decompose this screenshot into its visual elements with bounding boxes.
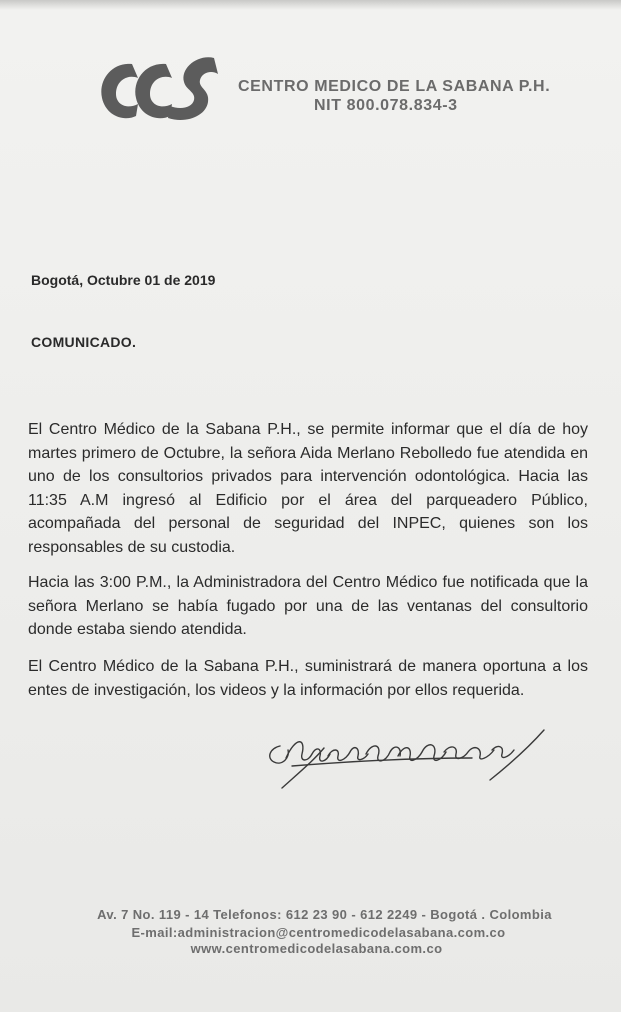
page-top-shadow [0,0,621,10]
handwritten-signature [262,718,552,798]
cms-logo [96,52,222,126]
letter-paragraph-2: Hacia las 3:00 P.M., la Administradora del Centro Médico fue notificada que la señora Merlano se había fugado por una de las ventanas del consultorio donde estaba siendo atendida. [28,574,588,638]
footer-email: E-mail:administracion@centromedicodelasabana.com.co [131,925,506,940]
footer-website: www.centromedicodelasabana.com.co [190,941,443,956]
footer-address: Av. 7 No. 119 - 14 Telefonos: 612 23 90 - 612 2249 - Bogotá . Colombia [97,907,552,922]
letter-date: Bogotá, Octubre 01 de 2019 [31,272,216,288]
letter-paragraph-3: El Centro Médico de la Sabana P.H., suministrará de manera oportuna a los entes de investigación, los videos y la información por ellos requerida. [28,658,588,699]
letter-subject: COMUNICADO. [31,334,137,350]
organization-nit: NIT 800.078.834-3 [314,97,458,114]
organization-name: CENTRO MEDICO DE LA SABANA P.H. [238,78,551,95]
letter-paragraph-1: El Centro Médico de la Sabana P.H., se permite informar que el día de hoy martes primero de Octubre, la señora Aida Merlano Rebolledo fue atendida en uno de los consultorios privados para intervención odontológica. Hacia las 11:35 A.M ingresó al Edificio por el área del parqueadero Público, acompañada del personal de seguridad del INPEC, quienes son los responsables de su custodia. [28,421,588,556]
